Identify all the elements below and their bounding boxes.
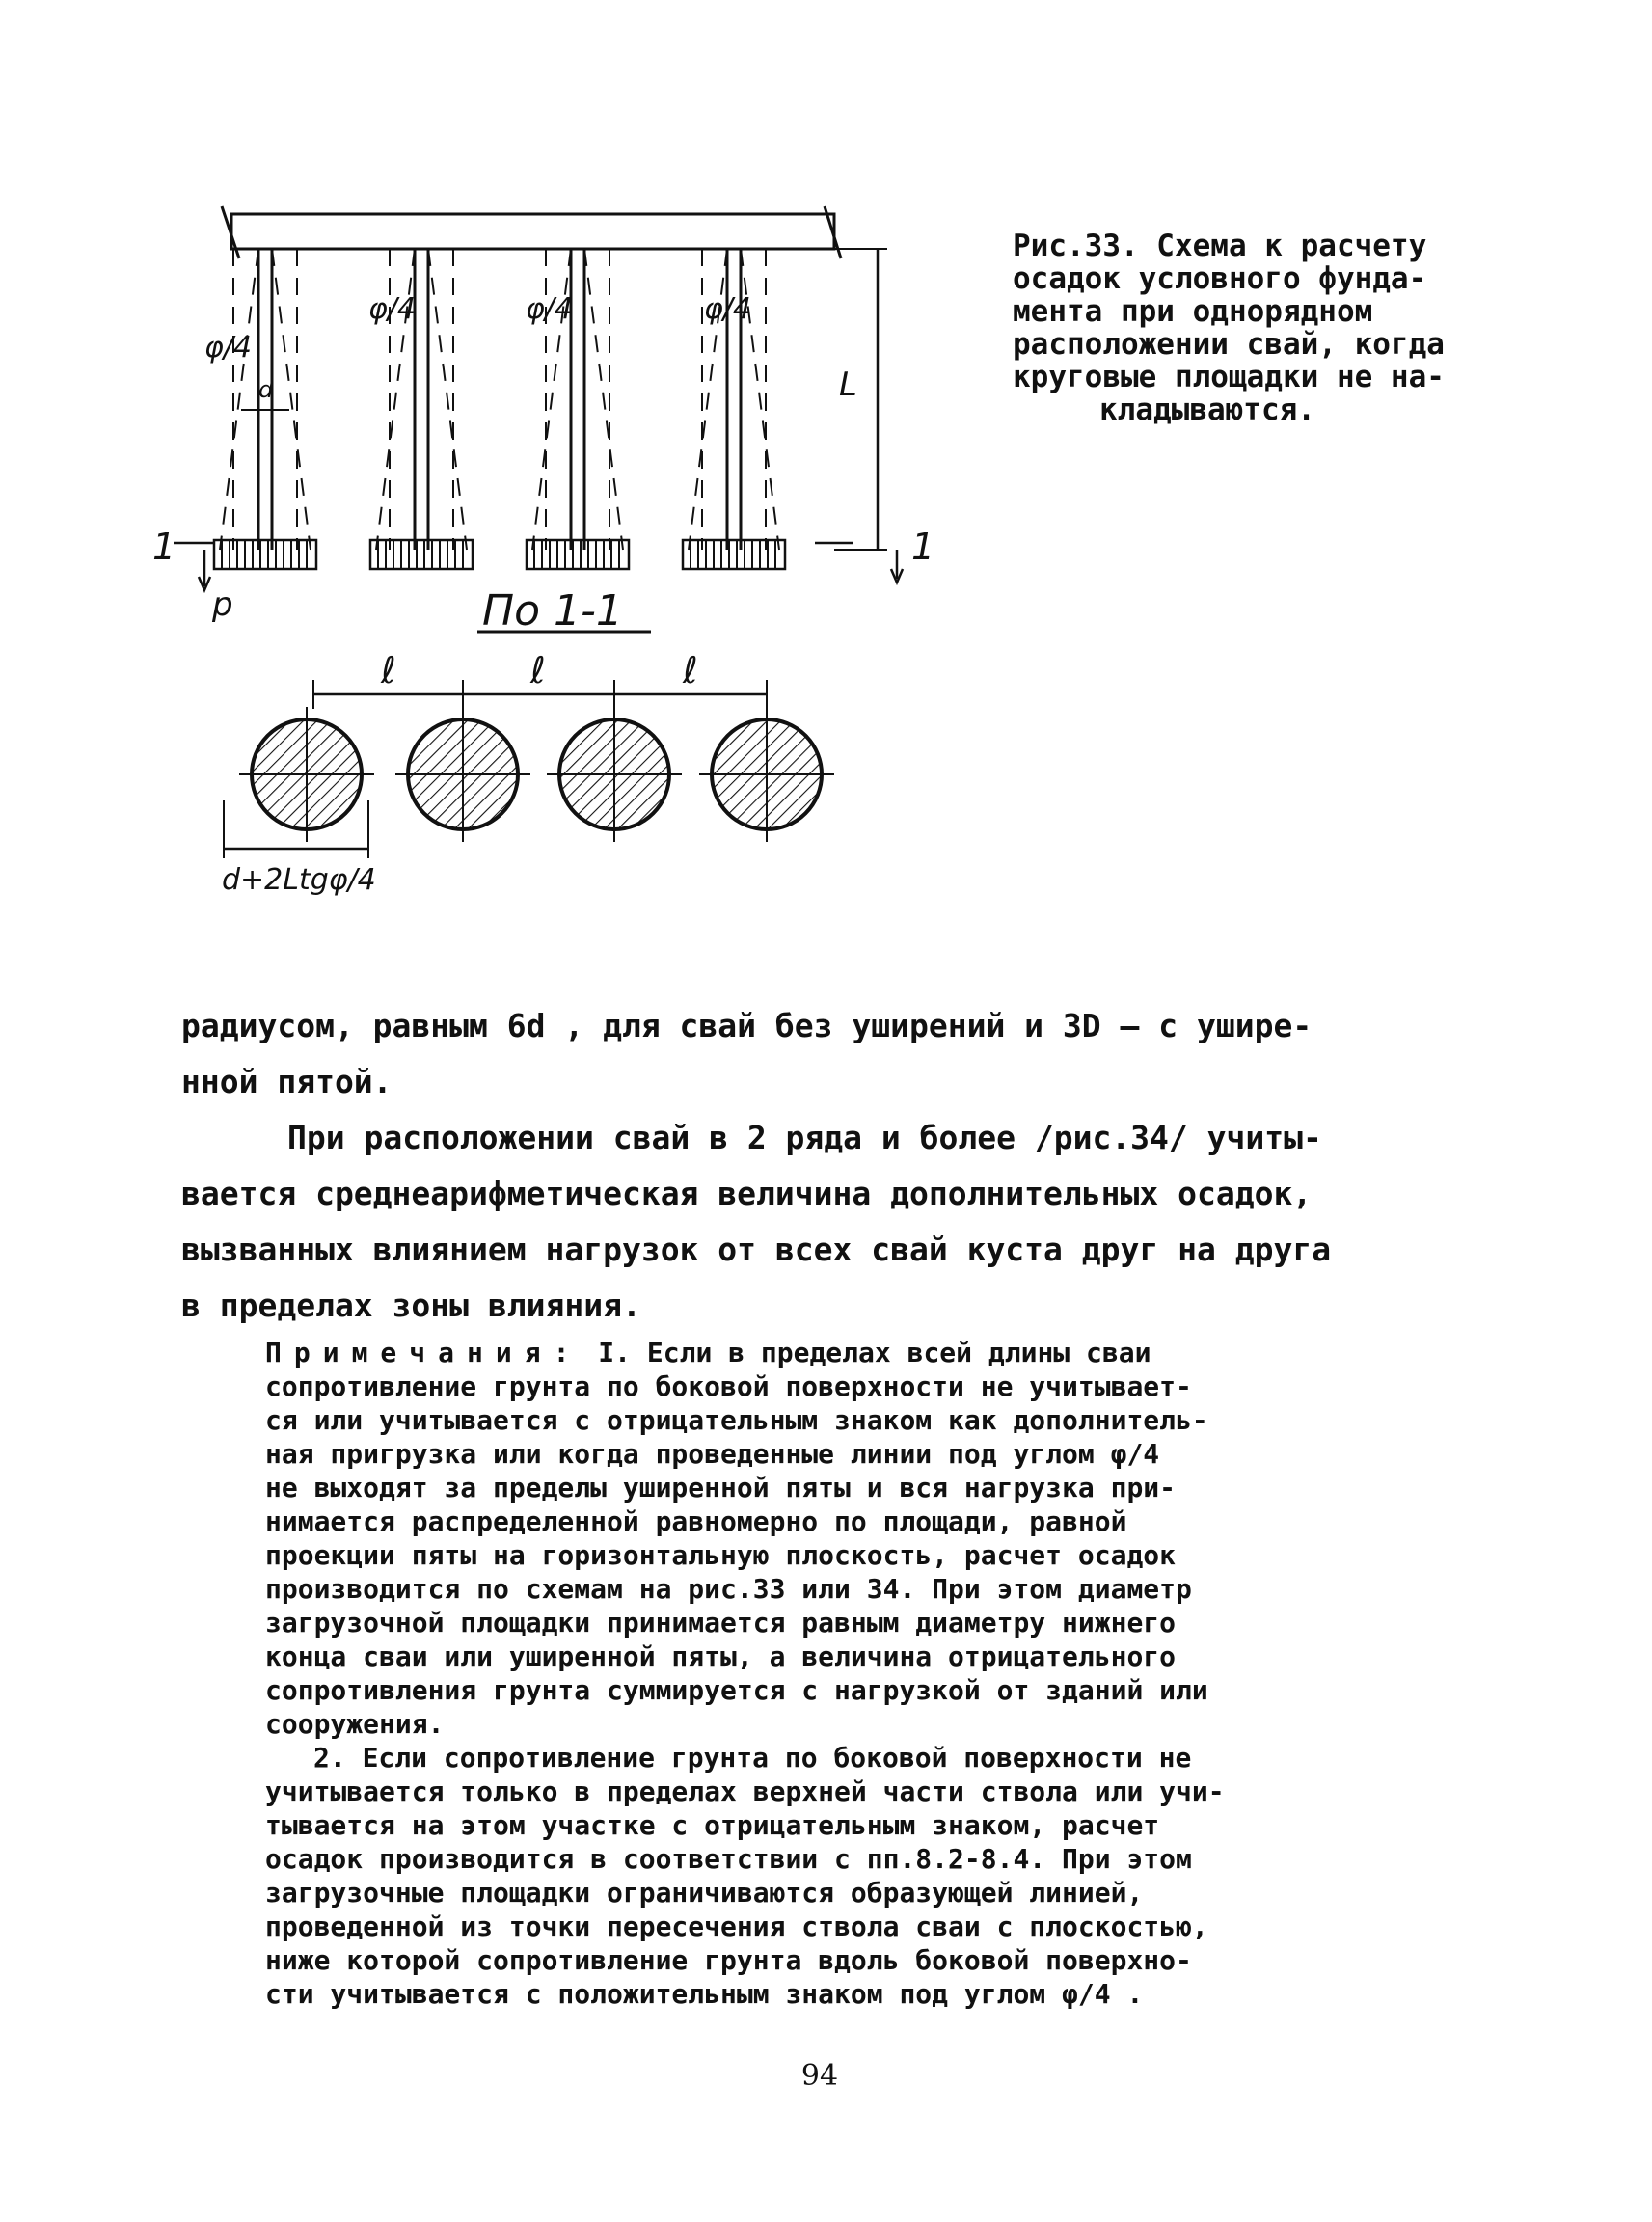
angle-label-4: φ/4: [704, 292, 751, 326]
grillage-beam: [231, 214, 834, 249]
caption-line: круговые площадки не на-: [1013, 360, 1445, 394]
body-line: вается среднеарифметическая величина дополнительных осадок,: [181, 1175, 1313, 1212]
body-line: в пределах зоны влияния.: [181, 1287, 641, 1324]
note-line: производится по схемам на рис.33 или 34. При этом диаметр: [265, 1573, 1192, 1605]
body-line: радиусом, равным 6d , для свай без уширений и 3D – с ушире-: [181, 1007, 1313, 1044]
note-line: сопротивление грунта по боковой поверхности не учитывает-: [265, 1370, 1192, 1402]
angle-label-2: φ/4: [368, 292, 416, 326]
note-line: проекции пяты на горизонтальную плоскость, расчет осадок: [265, 1539, 1177, 1571]
note-line: учитывается только в пределах верхней части ствола или учи-: [265, 1775, 1225, 1807]
note-line: ся или учитывается с отрицательным знаком как дополнитель-: [265, 1404, 1208, 1436]
pile-plan-2: [395, 707, 530, 842]
body-line: При расположении свай в 2 ряда и более /рис.34/ учиты-: [287, 1119, 1322, 1156]
pile-diagram: [145, 183, 974, 974]
section-mark-left: 1: [152, 526, 176, 568]
caption-line: мента при однорядном: [1013, 294, 1373, 329]
spacing-label-1: ℓ: [381, 649, 396, 691]
note-line: ниже которой сопротивление грунта вдоль боковой поверхно-: [265, 1944, 1192, 1976]
section-mark-right: 1: [911, 526, 935, 568]
pile-diameter-label: d: [258, 376, 274, 403]
note-line: тывается на этом участке с отрицательным знаком, расчет: [265, 1809, 1160, 1841]
load-label: p: [212, 585, 233, 624]
notes-heading: Примечания:: [265, 1337, 582, 1368]
pile-plan-4: [699, 707, 834, 842]
section-title: По 1-1: [482, 586, 623, 636]
note-line: нимается распределенной равномерно по площади, равной: [265, 1505, 1127, 1537]
length-label: L: [839, 366, 857, 404]
caption-line: кладываются.: [1099, 393, 1315, 427]
figure-caption: [1013, 230, 1553, 426]
note-line: загрузочной площадки принимается равным диаметру нижнего: [265, 1607, 1177, 1639]
note-line: загрузочные площадки ограничиваются образующей линией,: [265, 1877, 1144, 1909]
caption-line: осадок условного фунда-: [1013, 261, 1427, 296]
pile-plan-1: [239, 707, 374, 842]
diameter-dimension-label: d+2Ltgφ/4: [222, 863, 376, 897]
page-number: 94: [800, 2059, 839, 2093]
note-line: сооружения.: [265, 1708, 445, 1740]
note-line: сти учитывается с положительным знаком под углом φ/4 .: [265, 1978, 1144, 2010]
note-line: конца сваи или уширенной пяты, а величина отрицательного: [265, 1640, 1177, 1672]
angle-label-3: φ/4: [526, 292, 573, 326]
note-line: сопротивления грунта суммируется с нагрузкой от зданий или: [265, 1674, 1208, 1706]
note-line: ная пригрузка или когда проведенные линии под углом φ/4: [265, 1438, 1160, 1470]
note-line: осадок производится в соответствии с пп.8.2-8.4. При этом: [265, 1843, 1192, 1875]
caption-line: Рис.33. Схема к расчету: [1013, 229, 1427, 263]
pile-plan-3: [547, 707, 682, 842]
figure-33: [145, 183, 974, 974]
body-line: нной пятой.: [181, 1063, 393, 1100]
caption-line: расположении свай, когда: [1013, 327, 1445, 362]
note-line: не выходят за пределы уширенной пяты и вся нагрузка при-: [265, 1472, 1177, 1504]
note-line: I. Если в пределах всей длины сваи: [582, 1337, 1151, 1368]
body-text: [181, 998, 1474, 1334]
body-line: вызванных влиянием нагрузок от всех свай куста друг на друга: [181, 1231, 1332, 1268]
spacing-label-2: ℓ: [530, 649, 546, 691]
spacing-label-3: ℓ: [683, 649, 698, 691]
angle-label-1: φ/4: [204, 331, 252, 365]
note-line: 2. Если сопротивление грунта по боковой поверхности не: [313, 1742, 1192, 1774]
note-line: проведенной из точки пересечения ствола сваи с плоскостью,: [265, 1910, 1208, 1942]
notes-first-line: [265, 1336, 1519, 1369]
notes-block: [265, 1336, 1519, 2011]
